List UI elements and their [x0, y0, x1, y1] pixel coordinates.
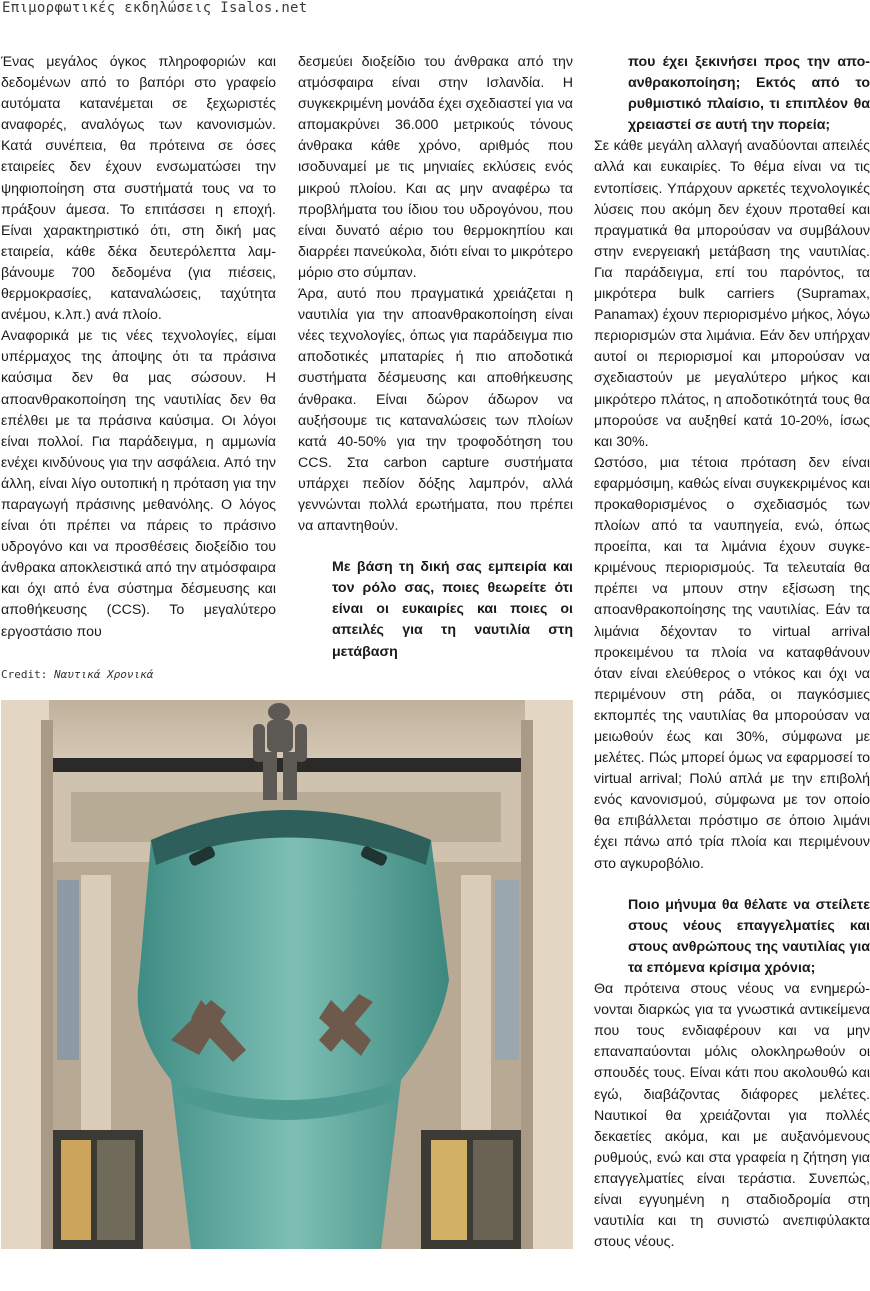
paragraph: Σε κάθε μεγάλη αλλαγή αναδύονται απειλές αλλά και ευκαιρίες. Το θέμα είναι να τις εντοπίσεις. Υπάρχουν αρκετές τεχνολογικές λύσεις που ακόμη δεν έχουν προταθεί και πραγματικά θα μπορούσαν να συμβάλουν στην ενεργειακή μετάβαση της ναυτιλίας. Για παράδειγμα, επί του παρόντος, τα μικρότερα bulk carriers (Supramax, Panamax) έχουν περιορισμένο μήκος, λόγω περιορισμών στα λιμάνια. Εάν δεν υπήρχαν αυτοί οι περιορισμοί και μπορούσαν να σχεδιαστούν με μεγαλύτερο μήκος και μικρότερο πλάτος, η αποδοτικότητά τους θα μπορούσε να αυξηθεί κατά 10-20%, ίσως και 30%. [594, 138, 870, 450]
paragraph: Ένας μεγάλος όγκος πληροφοριών και δεδομένων από το βαπόρι στο γραφείο αυτόματα κατανέμεται σε ξεχωριστές αναφορές, αναλόγως των κανονισμών. Κατά συνέπεια, θα πρότεινα σε όσες εταιρείες δεν έχουν ενσωματώσει την ψηφιοποίηση στα συστήματά τους να το πράξουν άμεσα. Το επιτάσσει η εποχή. Είναι χαρακτηριστικό ότι, στη δική μας εταιρεία, κάθε δέκα δευτερόλεπτα λαμβάνουμε 700 δεδομένα (για πιέσεις, θερμοκρασίες, καταναλώσεις, ταχύτητα ανέμου, κ.λπ.) ανά πλοίο. [1, 54, 276, 324]
paragraph: Ωστόσο, μια τέτοια πρόταση δεν είναι εφαρμόσιμη, καθώς είναι συγκεκριμένος και προκαθορισμένος ο σχεδιασμός των πλοίων από τα ναυπηγεία, ενώ, όπως προείπα, και τα λιμάνια έχουν συγκεκριμένους περιορισμούς. Τα τελευταία θα πρέπει να μπουν στην εξίσωση της απoανθρακοποίησης της ναυτιλίας. Εάν τα λιμάνια δέχονταν το virtual arrival προκειμένου τα πλοία να καταφθάνουν όταν είναι ελεύθερος ο ντόκος και όχι να περιμένουν στη ράδα, οι παγκόσμιες εκπομπές της ναυτιλίας θα μπορούσαν να μειωθούν έως και 30%, σύμφωνα με μελέτες. Πώς μπορεί όμως να εφαρμοσεί το virtual arrival; Πολύ απλά με την επιβολή ενός κανονισμού, σύμφωνα με τον οποίο θα επιβάλλεται πρόστιμο σε όποιο λιμάνι έχει πάνω από τρία πλοία και περιμένουν στο αγκυροβόλιο. [594, 454, 870, 872]
column-1 [1, 52, 276, 643]
credit-label: Credit: [1, 668, 48, 681]
interview-question: Με βάση τη δική σας εμπειρία και τον ρόλο σας, ποιες θεωρείτε ότι είναι οι ευκαιρίες και ποιες οι απειλές για τη ναυτιλία στη μετάβαση [332, 559, 573, 660]
credit-source: Ναυτικά Χρονικά [53, 668, 154, 681]
page-header: Επιμορφωτικές εκδηλώσεις Isalos.net [2, 0, 308, 16]
ship-bow-illustration [1, 700, 573, 1249]
column-2 [298, 52, 573, 663]
ship-bow-sculpture-photo [1, 700, 573, 1249]
paragraph: δεσμεύει διοξείδιο του άνθρακα από την ατμόσφαιρα είναι στην Ισλανδία. Η συγκεκριμένη μονάδα έχει σχεδιαστεί για να απομακρύνει 36.000 μετρικούς τόνους άνθρακα κάθε χρόνο, αριθμός που ισοδυναμεί με τις μηνιαίες εκλύσεις ενός μικρού πλοίου. Και ας μην αναφέρω τα προβλήματα του ίδιου του υδρογόνου, που είναι δυνατό αέριο του θερμοκηπίου και διαρρέει πανεύκολα, διότι είναι το μικρότερο μόριο στο σύμπαν. [298, 54, 573, 281]
paragraph: Αναφορικά με τις νέες τεχνολογίες, είμαι υπέρμαχος της άποψης ότι τα πράσινα καύσιμα δεν θα μας σώσουν. Η απoανθρακοποίηση της ναυτιλίας δεν θα επέλθει με τα πράσινα καύσιμα. Οι λόγοι είναι πολλοί. Για παράδειγμα, η αμμωνία ενέχει κινδύνους για την ασφάλεια. Από την άλλη, είναι λίγο ουτοπική η πρόταση για την παραγωγή πράσινης μεθανόλης. Ο λόγος είναι ότι πρέπει να πάρεις το πράσινο υδρογόνο και να προσθέσεις διοξείδιο του άνθρακα αποκλειστικά από την ατμόσφαιρα και όχι από ένα σύστημα δέσμευσης και αποθήκευσης (CCS). Το μεγαλύτερο εργοστάσιο που [1, 328, 276, 640]
interview-question: Ποιο μήνυμα θα θέλατε να στείλετε στους νέους επαγγελματίες και στους ανθρώπους της ναυτιλίας για τα επόμενα κρίσιμα χρόνια; [628, 896, 870, 976]
paragraph: Θα πρότεινα στους νέους να ενημερώνονται διαρκώς για τα γνωστικά αντικείμενα που τους ενδιαφέρουν και να μην επαναπαύονται μόλις ολοκληρωθούν οι σπουδές τους. Είναι κάτι που ακολουθώ και εγώ, διαβάζοντας διάφορες μελέτες. Ναυτικοί θα χρειάζονται για πολλές δεκαετίες ακόμα, και με αυξανόμενους ρυθμούς, ενώ και στα γραφεία η ζήτηση για επαγγελματίες είναι τεράστια. Συνεπώς, είναι εγγυημένη η σταδιοδρομία στη ναυτιλία και τη συνιστώ ανεπιφύλακτα στους νέους. [594, 981, 870, 1251]
interview-question-continued: που έχει ξεκινήσει προς την αποανθρακοποίηση; Εκτός από το ρυθμιστικό πλαίσιο, τι επιπλέον θα χρειαστεί σε αυτή την πορεία; [628, 54, 870, 134]
photo-credit [1, 668, 153, 681]
paragraph: Άρα, αυτό που πραγματικά χρειάζεται η ναυτιλία για την απoανθρακοποίηση είναι νέες τεχνολογίες, όπως για παράδειγμα πιο αποδοτικές μπαταρίες ή πιο αποδοτικά συστήματα δέσμευσης και αποθήκευσης άνθρακα. Είναι δώρον άδωρον να αυξήσουμε τις καταναλώσεις των πλοίων κατά 40-50% για την τροφοδότηση του CCS. Στα carbon capture συστήματα υπάρχει πεδίον δόξης λαμπρόν, αλλά γεννώνται πολλά ερωτήματα, που πρέπει να απαντηθούν. [298, 286, 573, 535]
column-3 [594, 52, 870, 1253]
